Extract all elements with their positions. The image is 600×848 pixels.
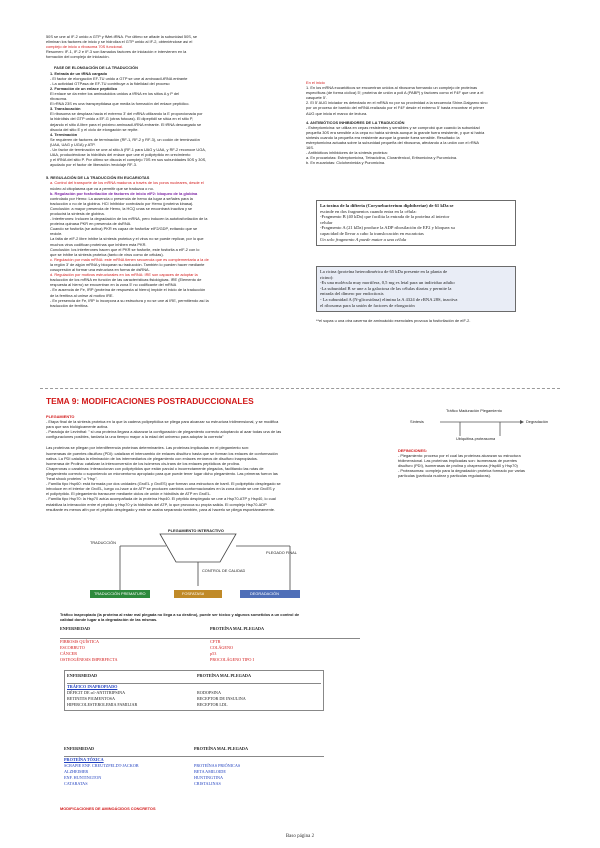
pathway-left: TRADUCCIÓN [90,540,116,545]
right-line: a. En procariotas: Estreptomicina, Tetraciclina, Cloranfenicol, Eritromicina y Puromicina. [306,155,458,161]
right-line: pequeña 30S era sensible a la cepa no había síntesis aunque la grande fuera resistente, y que si había [306,129,485,135]
traffic-line: Tráfico inapropiado (la proteína al estar mal plegada no llega a su destino), puede ser tóxico y algunos sometidos a un control de [60,612,300,617]
table-head-cell: ENFERMEDAD [64,746,95,751]
intro-line: complejo de inicio o ribosoma 70S funcional. [46,44,123,50]
table-row [67,702,321,708]
right-line: 2. El 5' AUG iniciador es detectado en el mRNA no por su proximidad a la secuencia Shine-Dalgarno sino [306,100,488,106]
intro-line: Resumen: IF-1, IF-2 e IF-3 son llamados factores de iniciación e intervienen en la [46,49,187,55]
table-cell: RECEPTOR DE INSULINA [197,696,246,701]
reg-line: Conclusión: los interferones hacen que el PKR se fosforile, este fosforila a eIF-2 con lo [50,246,200,252]
misfolding-table-1 [60,626,360,663]
body-line: - Familia tipo Hsp70: la Hsp70 actúa acompañada de la proteína Hsp40. El péptido desplegado se une a Hsp70-ATP y Hsp40, lo cual [46,496,276,502]
difteria-box [316,200,516,246]
table-cell: RECEPTOR LDL [197,702,228,707]
pathway-center: PLEGAMIENTO INTERACTIVO [168,528,224,533]
body-line: el polipéptido. El plegamiento transcurre mediante ciclos de unión e hidrólisis de ATP en GroEL. [46,491,212,497]
diagram-left: Síntesis [410,419,424,424]
misfolding-table-2 [64,670,324,711]
box-line: el ribosoma para la unión de factores de elongación [320,302,415,308]
intro-line: eliminan los factores de inicio y se hidroliza el GTP unido al IF-2, obteniéndose así el [46,39,193,45]
reg-line: b. Regulación por fosforilación de factores de inicio eIF2: bloqueo de la globina [50,190,198,196]
table-cell: COLÁGENO [210,645,234,650]
reg-line: Cuando se fosforila (se activa) PKR es capaz de fosforilar eIF2/GDP, evitando que se [50,226,198,232]
reg-line: proteína quinasa PKR en presencia de dsRNA. [50,221,132,227]
body-line: - Familia tipo Hsp60: está formada por dos unidades (GroEL y GroES) que forman una estructura de barril. El polipéptido desplegado se [46,481,281,487]
body-line: plegamiento correcto o suponiendo un microentorno apropiado para que puede tener lugar dicho plegamiento. Las primeras fueron las [46,470,278,476]
reg-line: núcleo al citoplasma que va a permitir que se traduzca o no. [50,185,154,191]
box-line: - La subunidad A (N-glicosidasa) elimina la A 4324 de rRNA 28S, inactiva [320,296,458,302]
box-line: entrada del dímero por endocitosis [320,291,384,297]
plegamiento-block [46,414,388,512]
elong-line: (UAA, UAG y UGA) y ATP. [50,141,96,147]
reg-line: recicle. [50,231,63,237]
reg-line: traducción de los mRNA en función de las características fisiológicas. IRE (Elemento de [50,277,202,283]
elong-line: - La actividad GTPasa de EF-TU contribuye a la fidelidad del proceso [50,80,170,86]
reg-line: cosupresión al formar una estructura en forma de dsRNA. [50,267,150,273]
diagram-right: Degradación [526,419,549,424]
table-header [64,746,324,752]
pleg-heading: PLEGAMIENTO [46,414,75,419]
table-cell: ENF. HUNTINGTON [64,775,102,780]
diagram-bottom: Ubiquitina-proteasoma [456,436,496,441]
folding-pathway-diagram [90,526,320,608]
table-cell: CÁNCER [60,651,77,656]
table-cell: FIBROSIS QUÍSTICA [60,639,99,644]
right-line: - Antibióticos inhibidores de la síntesis proteica: [306,150,388,156]
right-line: síntesis cuando la pequeña era resistente aunque la grande fuera sensible. Resultado: la [306,134,460,140]
reg-line: la región 3' de algún mRNA y bloquean su traducción. También lo pueden hacer mediante [50,261,205,267]
pleg-line: - Etapa final de la síntesis proteica en la que la cadena polipeptídica se pliega para alcanzar su estructura tridimensional, y se modifica [46,419,279,425]
reg-line: d. Regulación por motivos estructurales en los mRNA: IRE son capaces de adoptar la [50,272,198,278]
box-line: capacidad de llevar a cabo la translocación en eucariotas [320,230,424,236]
table-cell: ESCORBUTO [60,645,85,650]
table-subhead: PROTEÍNA TÓXICA [64,757,104,762]
body-line: estabiliza la interacción entre el péptido y Hsp70 y la hidrólisis del ATP, lo que provoca su propia salida. El complejo Hsp70-ADP [46,501,267,507]
table-row [64,781,324,787]
diagram-title: Tráfico Maduración Plegamiento [446,408,502,413]
box-line: ricino): [320,274,334,280]
body-line: Las proteínas se pliegan por interdiferencia proteínas determinantes. Las proteínas implicadas en el plegamiento son: [46,445,250,451]
table-subhead: TRÁFICO INAPROPIADO [67,684,118,689]
right-line: - Estreptomicina: se utiliza en cepas resistentes y sensibles y se comprobó que cuando la subunidad [306,124,480,130]
body-line: Isomerasa de Prolina: catalizan la interconversión de los isómeros cis-trans de los enlaces peptídicos de prolina. [46,460,240,466]
right-line: por un proceso de barrido del mRNA realizado por el F4F desde el extremo 5' hasta encontrar el primer [306,105,485,111]
pathway-b1: TRADUCCIÓN PREMATURO [94,591,146,596]
body-line: "heat shock proteins" o "Hsp". [46,476,98,482]
pathway-funnel [160,534,236,562]
body-line: introduce en el interior de GroEL, luego co-hace a de ATP se producen cambios conformacionales en la zona donde se une GroES y [46,486,275,492]
misfolding-table-3 [64,746,324,787]
section-title-elongacion: FASE DE ELONGACIÓN DE LA TRADUCCIÓN [54,65,138,71]
elongation-block [46,71,296,168]
right-line: b. En eucariotas: Cicloheximida y Puromicina. [306,160,386,166]
def-line: - Plegamiento: proceso por el cual las proteínas alcanzan su estructura [398,453,521,459]
elong-line: y el tRNA del sitio P. Por último se disocia el complejo 70S en sus subunidades 50S y 30S, [50,157,207,163]
body-line: resultante es menos afín por el péptido desplegado y este se acaba separando también, para al hacerlo se pliega espontáneamente. [46,506,276,512]
reg-line: controlado por Hemo: La ausencia o presencia de hemo da lugar a señales para la [50,195,193,201]
intro-block [46,34,296,59]
table-cell: RODOPSINA [197,690,221,695]
table-cell: p53 [210,651,217,656]
page-footer: Baso página 2 [285,834,315,839]
reg-line: - En presencia de Fe, IRP lo incorpora a su estructura y no se une al IRE, permitiendo así la [50,297,209,303]
ricina-box [316,266,516,312]
section-title-regulacion: 5. REGULACIÓN DE LA TRADUCCIÓN EN EUCARIOTAS [46,175,150,181]
table-cell: HUNTINGTINA [194,775,224,780]
elong-line: El enlace se da entre los aminoácidos unidos a tRNA en los sitios A y P del [50,90,180,96]
right-line: 4. ANTIBIÓTICOS INHIBIDORES DE LA TRADUCCIÓN [306,119,405,125]
elong-line: dejando el sitio A libre para el próximo aminoacil-tRNA entrante. El tRNA descargado se [50,121,202,127]
reg-line: respuesta al hierro) se encuentran en la zona 5' no codificante del mRNA [50,282,177,288]
right-line: casquete 5'. [306,95,327,101]
body-line: Chaperonas o carabinas: interaccionan con polipéptidos que están parcial o incorrectamente plegados, facilitando las rutas de [46,465,264,471]
table-head-cell: PROTEÍNA MAL PLEGADA [194,746,248,751]
elong-line: 3. Translocación [50,106,81,112]
table-cell: DÉFICIT DE α1-ANTITRIPSINA [67,690,126,695]
body-line: nativa. La PDI cataliza la eliminación de los intermediarios de plegamiento con enlaces erróneos de disulfuro inapropiados. [46,455,258,461]
table-cell: CRISTALINAS [194,781,221,786]
def-line: tridimensional. Las proteínas implicadas son: isomerasas de puentes [398,458,517,464]
reg-line: - Interferones: Inducen la degradación de los mRNA, pero inducen la autofosforilación de la [50,216,208,222]
table-cell: BETA AMILOIDE [194,769,226,774]
right-head: En el inicio [306,80,325,85]
body-line: Isomerasas de puentes disulfuro (PDI): catalizan el intercambio de enlaces disulfuro hasta que se forman los enlaces de conformación [46,450,278,456]
box-line: escinde en dos fragmentos cuando entra en la célula: [320,208,417,214]
box-line: La ricina (proteína heterodimérica de 65 kDa presente en la planta de [320,269,448,274]
box-line: Un solo fragmento A puede matar a una célula [320,236,407,242]
reg-line: c. Regulación por mala mRNA: este mRNA tienen secuencia que es complementaria a la de [50,256,209,262]
definitions-block [398,448,558,479]
elong-line: - El factor de elongación EF-TU unido a GTP se une al aminoacil-tRNA entrante [50,75,188,81]
right-line: 1. En los mRNA eucarióticos se encuentran unidos al ribosoma formando un complejo de proteínas [306,85,478,91]
table-cell: OSTEOGÉNESIS IMPERFECTA [60,657,118,662]
box-line: -Es una molécula muy mortífera, 0,5 mg es letal para un individuo adulto [320,280,455,286]
reg-line: producirá la síntesis de globina. [50,211,105,216]
reg-line: a. Control del transporte de los mRNA maduros a través de los poros nucleares, desde el [50,180,204,186]
elong-line: 2. Formación de un enlace peptídico [50,85,118,91]
reg-line: La falta de eIF-2 libre inhibe la síntesis proteica y el virus no se puede replicar, por lo que [50,236,204,242]
box-line: celular [320,219,333,225]
reg-line: muchos virus codifican proteínas que inhiben esta PKR. [50,241,147,247]
pleg-line: para que sea biológicamente activa. [46,424,109,430]
eif2-note: **el sopas u una otra caverna de aminoácido esenciales provoca la fosforilación de eIF-2. [316,318,471,323]
def-line: disulfuro (PDI), isomerasas de prolina y chaperonas (Hsp60 y Hsp70) [398,463,518,469]
bottom-heading: MODIFICACIONES DE AMINOÁCIDOS CONCRETOS [60,806,156,811]
table-header [60,626,360,632]
right-line: 16S. [306,145,315,151]
right-line: AUG que inicia el marco de lectura. [306,110,368,116]
box-line: -Fragmento A (21 kDa) produce la ADP ribosilación de EF2 y bloquea su [320,225,455,231]
table-cell: ALZHEIMER [64,769,89,774]
elong-line: 1. Entrada de un tRNA cargado [50,70,108,76]
defs-heading: DEFINICIONES: [398,448,427,453]
right-line: específicas (de forma cíclica) 5'; proteína de unión a poli A (PABP) y factores como el F4F que une a el [306,90,484,96]
top-left-column [46,34,296,308]
traffic-line: calidad donde lugar a la degradación de las mismas. [60,617,158,622]
elong-line: El rRNA 23S es una transpeptidasa que media la formación del enlace peptídico. [50,101,190,107]
box-line: La toxina de la difteria (Corynebacterium diphtheriae) de 61 kDa se [320,203,454,208]
table-cell: CATARATAS [64,781,88,786]
pathway-right: PLEGADO FINAL [266,550,297,555]
box-line: -La subunidad B se une a la galactosa de las células diarias y permite la [320,285,452,291]
intro-line: 50S se une al IF-2 unido a GTP y fMet-tRNA. Por último se añade la subunidad 50S, se [46,34,198,39]
section-divider [40,388,560,389]
intro-line: formación del complejo de iniciación. [46,54,110,60]
reg-line: - En ausencia de Fe, IRP (proteína de respuesta al hierro) impide el inicio de la traducción [50,287,206,293]
arrow-head [520,420,524,424]
table-head-cell: ENFERMEDAD [60,626,91,631]
table-cell: SCRAPIE ENF. CREUTZFELDT-JACKOB [64,763,139,768]
pleg-line: - Paradoja de Levinthal: " si una proteína llegara a alcanzar la configuración de plegamiento correcto adoptando al azar todas una de las [46,429,282,435]
elong-line: disocia del sitio E y el ciclo de elongación se repite. [50,126,139,132]
elong-line: ribosoma. [50,96,68,102]
elong-line: UAA, produciéndose la hidrólisis del enlace que une el polipéptido en crecimiento [50,152,191,158]
top-right-column [306,80,556,166]
reg-line: Conclusión: a mayor presencia de Hemo, la HCQ unas se encontrará inactiva y se [50,205,193,211]
elong-line: - Un factor de terminación se une al sitio A (RF-1 para UAG y UAA, y RF-2 reconoce UGA, [50,146,206,152]
pleg-line: configuraciones posibles, tardaría la una tiempo mayor a la edad del universo para adoptar la correcta" [46,434,224,440]
reg-line: traducción de ferritina. [50,302,89,308]
def-line: - Proteasomas: complejo para la degradación proteica formado por varias [398,468,525,474]
pathway-b3: DEGRADACIÓN [250,591,279,596]
tema-title: TEMA 9: MODIFICACIONES POSTRADUCCIONALES [46,396,254,406]
elong-line: 4. Terminación [50,131,78,137]
table-head-cell: PROTEÍNA MAL PLEGADA [210,626,264,631]
regulation-block [46,180,296,307]
table-cell: RETINITIS PIGMENTOSA [67,696,115,701]
pathway-mid: CONTROL DE CALIDAD [202,568,246,573]
table-head-cell: PROTEÍNA MAL PLEGADA [197,673,251,678]
box-line: -Fragmento B (40 kDa) que facilita la entrada de la proteína al interior [320,214,450,220]
folding-flow-diagram [400,408,560,442]
elong-line: Se requieren de factores de terminación (RF-1, RF-2 y RF-3), un codón de terminación [50,136,200,142]
table-header [67,673,321,679]
table-cell: PROTEÍNAS PRIÓNICAS [194,763,241,768]
reg-line: que se inhibe la síntesis proteica (tanto de virus como de células). [50,251,164,257]
right-line: estreptomicina actuaba sobre la subunidad pequeña del ribosoma, afectando a la unión con el rRNA [306,140,480,146]
table-cell: PROCOLÁGENO TIPO I [210,657,254,662]
table-head-cell: ENFERMEDAD [67,673,98,678]
table-cell: HIPERCOLESTEROLEMIA FAMILIAR [67,702,138,707]
pathway-b2: FOSFATASA [182,591,205,596]
elong-line: la hidrólisis del GTP unido a EF-G (otras fotocas). El dipeptidil se sitúa en el sitio P, [50,116,194,122]
table-row [60,657,360,663]
reg-line: de la ferritina al unirse al motivo IRE. [50,292,114,298]
elong-line: ayudado por el factor de liberación /reciclaje RF-3. [50,162,137,168]
table-cell: CFTR [210,639,221,644]
reg-line: traducción o no de la globina. HCI Inhibidor controlado por Hemo (proteína kinasa). [50,200,194,206]
elong-line: El ribosoma se desplaza hacia el extremo 3' del mRNA utilizando la E proporcionada por [50,111,203,117]
def-line: partículas (partícula nuclear y partículas reguladoras). [398,473,491,479]
